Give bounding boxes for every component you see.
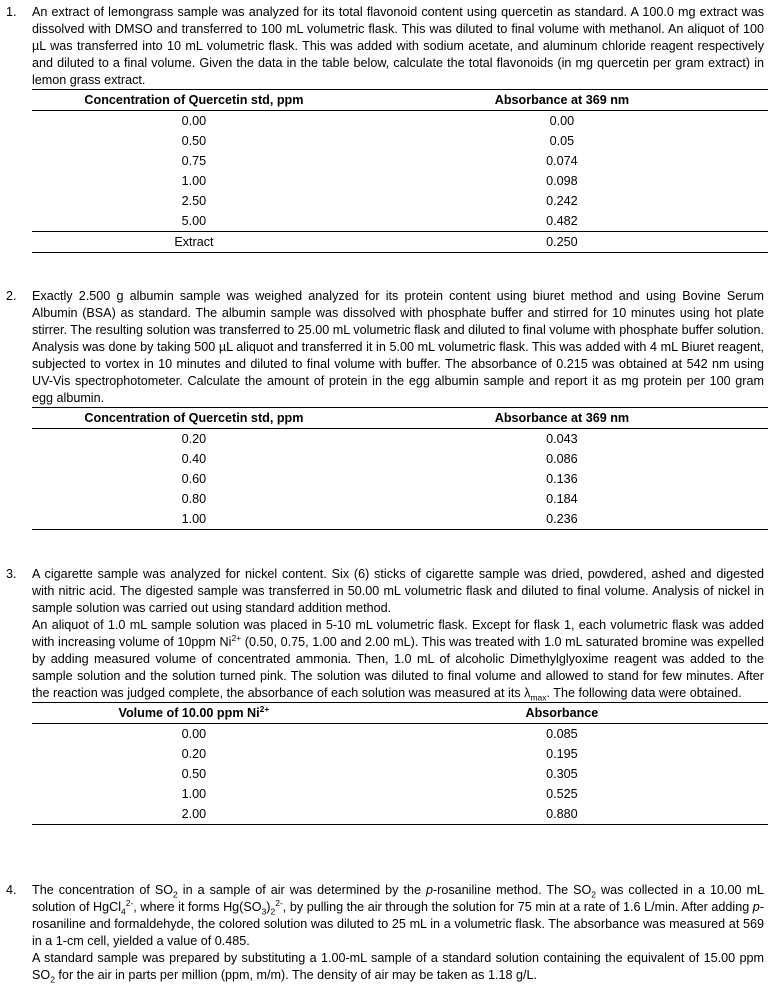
table-cell: 0.525 — [546, 786, 578, 801]
table-cell: 1.00 — [181, 786, 207, 801]
table-cell: Extract — [32, 232, 356, 253]
column-header: Absorbance at 369 nm — [356, 408, 768, 429]
table-cell: 0.60 — [181, 471, 207, 486]
table-cell: 0.098 — [546, 173, 578, 188]
table-cell: 0.880 — [356, 804, 768, 825]
table-row — [32, 724, 768, 745]
data-table — [32, 407, 768, 530]
table-header-row — [32, 408, 768, 429]
question-number: 2. — [6, 289, 17, 303]
column-header: Volume of 10.00 ppm $Ni^{2+}$ — [32, 703, 356, 724]
table-row — [32, 744, 768, 764]
paragraph: The concentration of $SO_2$ in a sample of air was determined by the p-rosaniline method. The $SO_2$ was collected in a 10.00 mL solution of HgCl$_4^{2-}$, where it forms $Hg(SO_3)_2^{2-}$, by pulling the air through the solution for 75 min at a rate of 1.6 L/min. After adding p-rosaniline and formaldehyde, the colored solution was diluted to 25 mL in a volumetric flask. The absorbance was measured at 569 in a 1-cm cell, yielded a value of 0.485. — [32, 883, 764, 948]
table-row — [32, 211, 768, 232]
table-cell: 0.00 — [549, 113, 575, 128]
question-4 — [6, 882, 764, 984]
table-cell: 0.195 — [546, 746, 578, 761]
table-cell: 0.085 — [546, 726, 578, 741]
table-row — [32, 804, 768, 825]
table-row — [32, 111, 768, 132]
table-cell: 0.50 — [181, 766, 207, 781]
table-cell: 0.20 — [181, 431, 207, 446]
table-cell: 1.00 — [32, 509, 356, 530]
column-header: Concentration of Quercetin std, ppm — [32, 90, 356, 111]
paragraph: A cigarette sample was analyzed for nickel content. Six (6) sticks of cigarette sample was dried, powdered, ashed and digested with nitric acid. The digested sample was transferred in 50.00 mL volumetric flask and diluted to final volume. Analysis of nickel in sample solution was carried out using standard addition method. — [32, 567, 764, 615]
table-cell: 1.00 — [181, 173, 207, 188]
question-text — [32, 882, 764, 984]
column-header: Absorbance at 369 nm — [356, 90, 768, 111]
table-cell: 5.00 — [181, 213, 207, 228]
paragraph: A standard sample was prepared by substituting a 1.00-mL sample of a standard solution containing the equivalent of 15.00 ppm $SO_2$ for the air in parts per million (ppm, m/m). The density of air may be taken as 1.18 g/L. — [32, 951, 764, 985]
table-cell: 2.50 — [181, 193, 207, 208]
table-row — [32, 151, 768, 171]
paragraph: An aliquot of 1.0 mL sample solution was placed in 5-10 mL volumetric flask. Except for flask 1, each volumetric flask was added with increasing volume of 10ppm $Ni^{2+}$ (0.50, 0.75, 1.00 and 2.00 mL). This was treated with 1.0 mL saturated bromine was expelled by adding measured volume of concentrated ammonia. Then, 1.0 mL of alcoholic Dimethylglyoxime reagent was added to the sample solution and the solution turned pink. The solution was diluted to final volume and allowed to stand for few minutes. After the reaction was judged complete, the absorbance of each solution was measured at its $\lambda_{max}$. The following data were obtained. — [32, 618, 764, 703]
table-cell: 0.043 — [546, 431, 578, 446]
table-row — [32, 191, 768, 211]
table-cell: 0.40 — [181, 451, 207, 466]
table-cell: 0.136 — [546, 471, 578, 486]
question-text: An extract of lemongrass sample was analyzed for its total flavonoid content using quercetin as standard. A 100.0 mg extract was dissolved with DMSO and transferred to 100 mL volumetric flask. This was diluted to final volume with methanol. An aliquot of 100 µL was transferred into 10 mL volumetric flask. This was added with sodium acetate, and aluminum chloride reagent respectively and diluted to a final volume. Given the data in the table below, calculate the total flavonoids (in mg quercetin per gram extract) in lemon grass extract. — [32, 5, 764, 87]
column-header: Concentration of Quercetin std, ppm — [32, 408, 356, 429]
table-cell: 0.80 — [181, 491, 207, 506]
table-cell: 0.305 — [546, 766, 578, 781]
table-cell: 0.086 — [546, 451, 578, 466]
question-text — [32, 566, 764, 702]
table-row — [32, 784, 768, 804]
table-cell: 0.250 — [356, 232, 768, 253]
question-2 — [6, 288, 764, 530]
column-header: Absorbance — [356, 703, 768, 724]
question-number: 4. — [6, 883, 17, 897]
table-row — [32, 171, 768, 191]
question-1 — [6, 4, 764, 253]
table-cell: 0.20 — [181, 746, 207, 761]
table-header-row — [32, 90, 768, 111]
table-cell: 0.482 — [546, 213, 578, 228]
table-cell: 0.074 — [546, 153, 578, 168]
table-cell: 2.00 — [32, 804, 356, 825]
table-cell: 0.00 — [181, 113, 207, 128]
data-table — [32, 89, 768, 253]
question-3 — [6, 566, 764, 825]
table-row — [32, 429, 768, 450]
question-number: 1. — [6, 5, 17, 19]
table-row — [32, 131, 768, 151]
table-row — [32, 469, 768, 489]
table-cell: 0.236 — [356, 509, 768, 530]
table-cell: 0.242 — [546, 193, 578, 208]
table-row — [32, 449, 768, 469]
table-row — [32, 764, 768, 784]
question-text: Exactly 2.500 g albumin sample was weighed analyzed for its protein content using biuret method and using Bovine Serum Albumin (BSA) as standard. The albumin sample was dissolved with phosphate buffer and stirred for 10 minutes using hot plate stirrer. The resulting solution was transferred to 25.00 mL volumetric flask and diluted to final volume with phosphate buffer solution. Analysis was done by taking 500 µL aliquot and transferred it in 5.00 mL volumetric flask. This was added with 4 mL Biuret reagent, subjected to vortex in 10 minutes and diluted to final volume with buffer. The absorbance of 0.215 was obtained at 542 nm using UV-Vis spectrophotometer. Calculate the amount of protein in the egg albumin sample and report it as mg protein per 100 gram egg albumin. — [32, 289, 764, 405]
table-cell: 0.05 — [549, 133, 575, 148]
table-cell: 0.75 — [181, 153, 207, 168]
extract-row — [32, 232, 768, 253]
table-cell: 0.50 — [181, 133, 207, 148]
table-header-row — [32, 703, 768, 724]
table-row — [32, 509, 768, 530]
data-table — [32, 702, 768, 825]
table-row — [32, 489, 768, 509]
table-cell: 0.00 — [181, 726, 207, 741]
question-number: 3. — [6, 567, 17, 581]
table-cell: 0.184 — [546, 491, 578, 506]
